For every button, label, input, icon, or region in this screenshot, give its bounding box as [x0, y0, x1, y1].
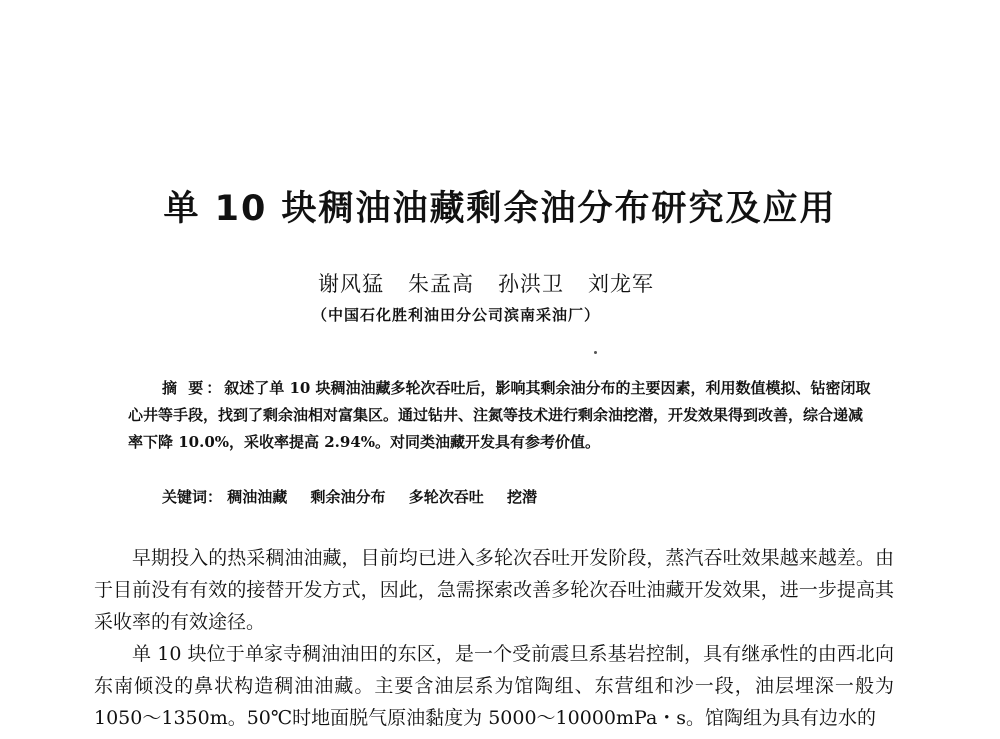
keyword: 剩余油分布	[310, 488, 386, 506]
keywords-label: 关键词：	[162, 488, 223, 506]
body-text	[94, 542, 894, 734]
keyword: 稠油油藏	[227, 488, 288, 506]
affiliation: （中国石化胜利油田分公司滨南采油厂）	[312, 306, 601, 324]
author-name: 朱孟高	[408, 272, 474, 296]
keywords	[162, 486, 555, 507]
paragraph: 单 10 块位于单家寺稠油油田的东区，是一个受前震旦系基岩控制，具有继承性的由西北向东南倾没的鼻状构造稠油油藏。主要含油层系为馆陶组、东营组和沙一段，油层埋深一般为 1050～1350m。50℃时地面脱气原油黏度为 5000～10000mPa・s。馆陶组为具有边水的	[94, 643, 894, 729]
author-name: 孙洪卫	[498, 272, 564, 296]
author-list	[318, 268, 678, 298]
abstract	[128, 375, 873, 456]
stray-mark	[594, 351, 597, 354]
abstract-text: 叙述了单 10 块稠油油藏多轮次吞吐后，影响其剩余油分布的主要因素，利用数值模拟、钻密闭取心井等手段，找到了剩余油相对富集区。通过钻井、注氮等技术进行剩余油挖潜，开发效果得到改善，综合递减率下降 10.0%，采收率提高 2.94%。对同类油藏开发具有参考价值。	[128, 379, 871, 451]
keyword: 挖潜	[507, 488, 538, 506]
keyword: 多轮次吞吐	[408, 488, 484, 506]
author-name: 刘龙军	[588, 272, 654, 296]
author-name: 谢风猛	[318, 272, 384, 296]
paragraph: 早期投入的热采稠油油藏，目前均已进入多轮次吞吐开发阶段，蒸汽吞吐效果越来越差。由于目前没有有效的接替开发方式，因此，急需探索改善多轮次吞吐油藏开发效果，进一步提高其采收率的有效途径。	[94, 547, 894, 633]
abstract-label: 摘 要：	[162, 379, 225, 397]
paper-title: 单 10 块稠油油藏剩余油分布研究及应用	[163, 189, 837, 229]
